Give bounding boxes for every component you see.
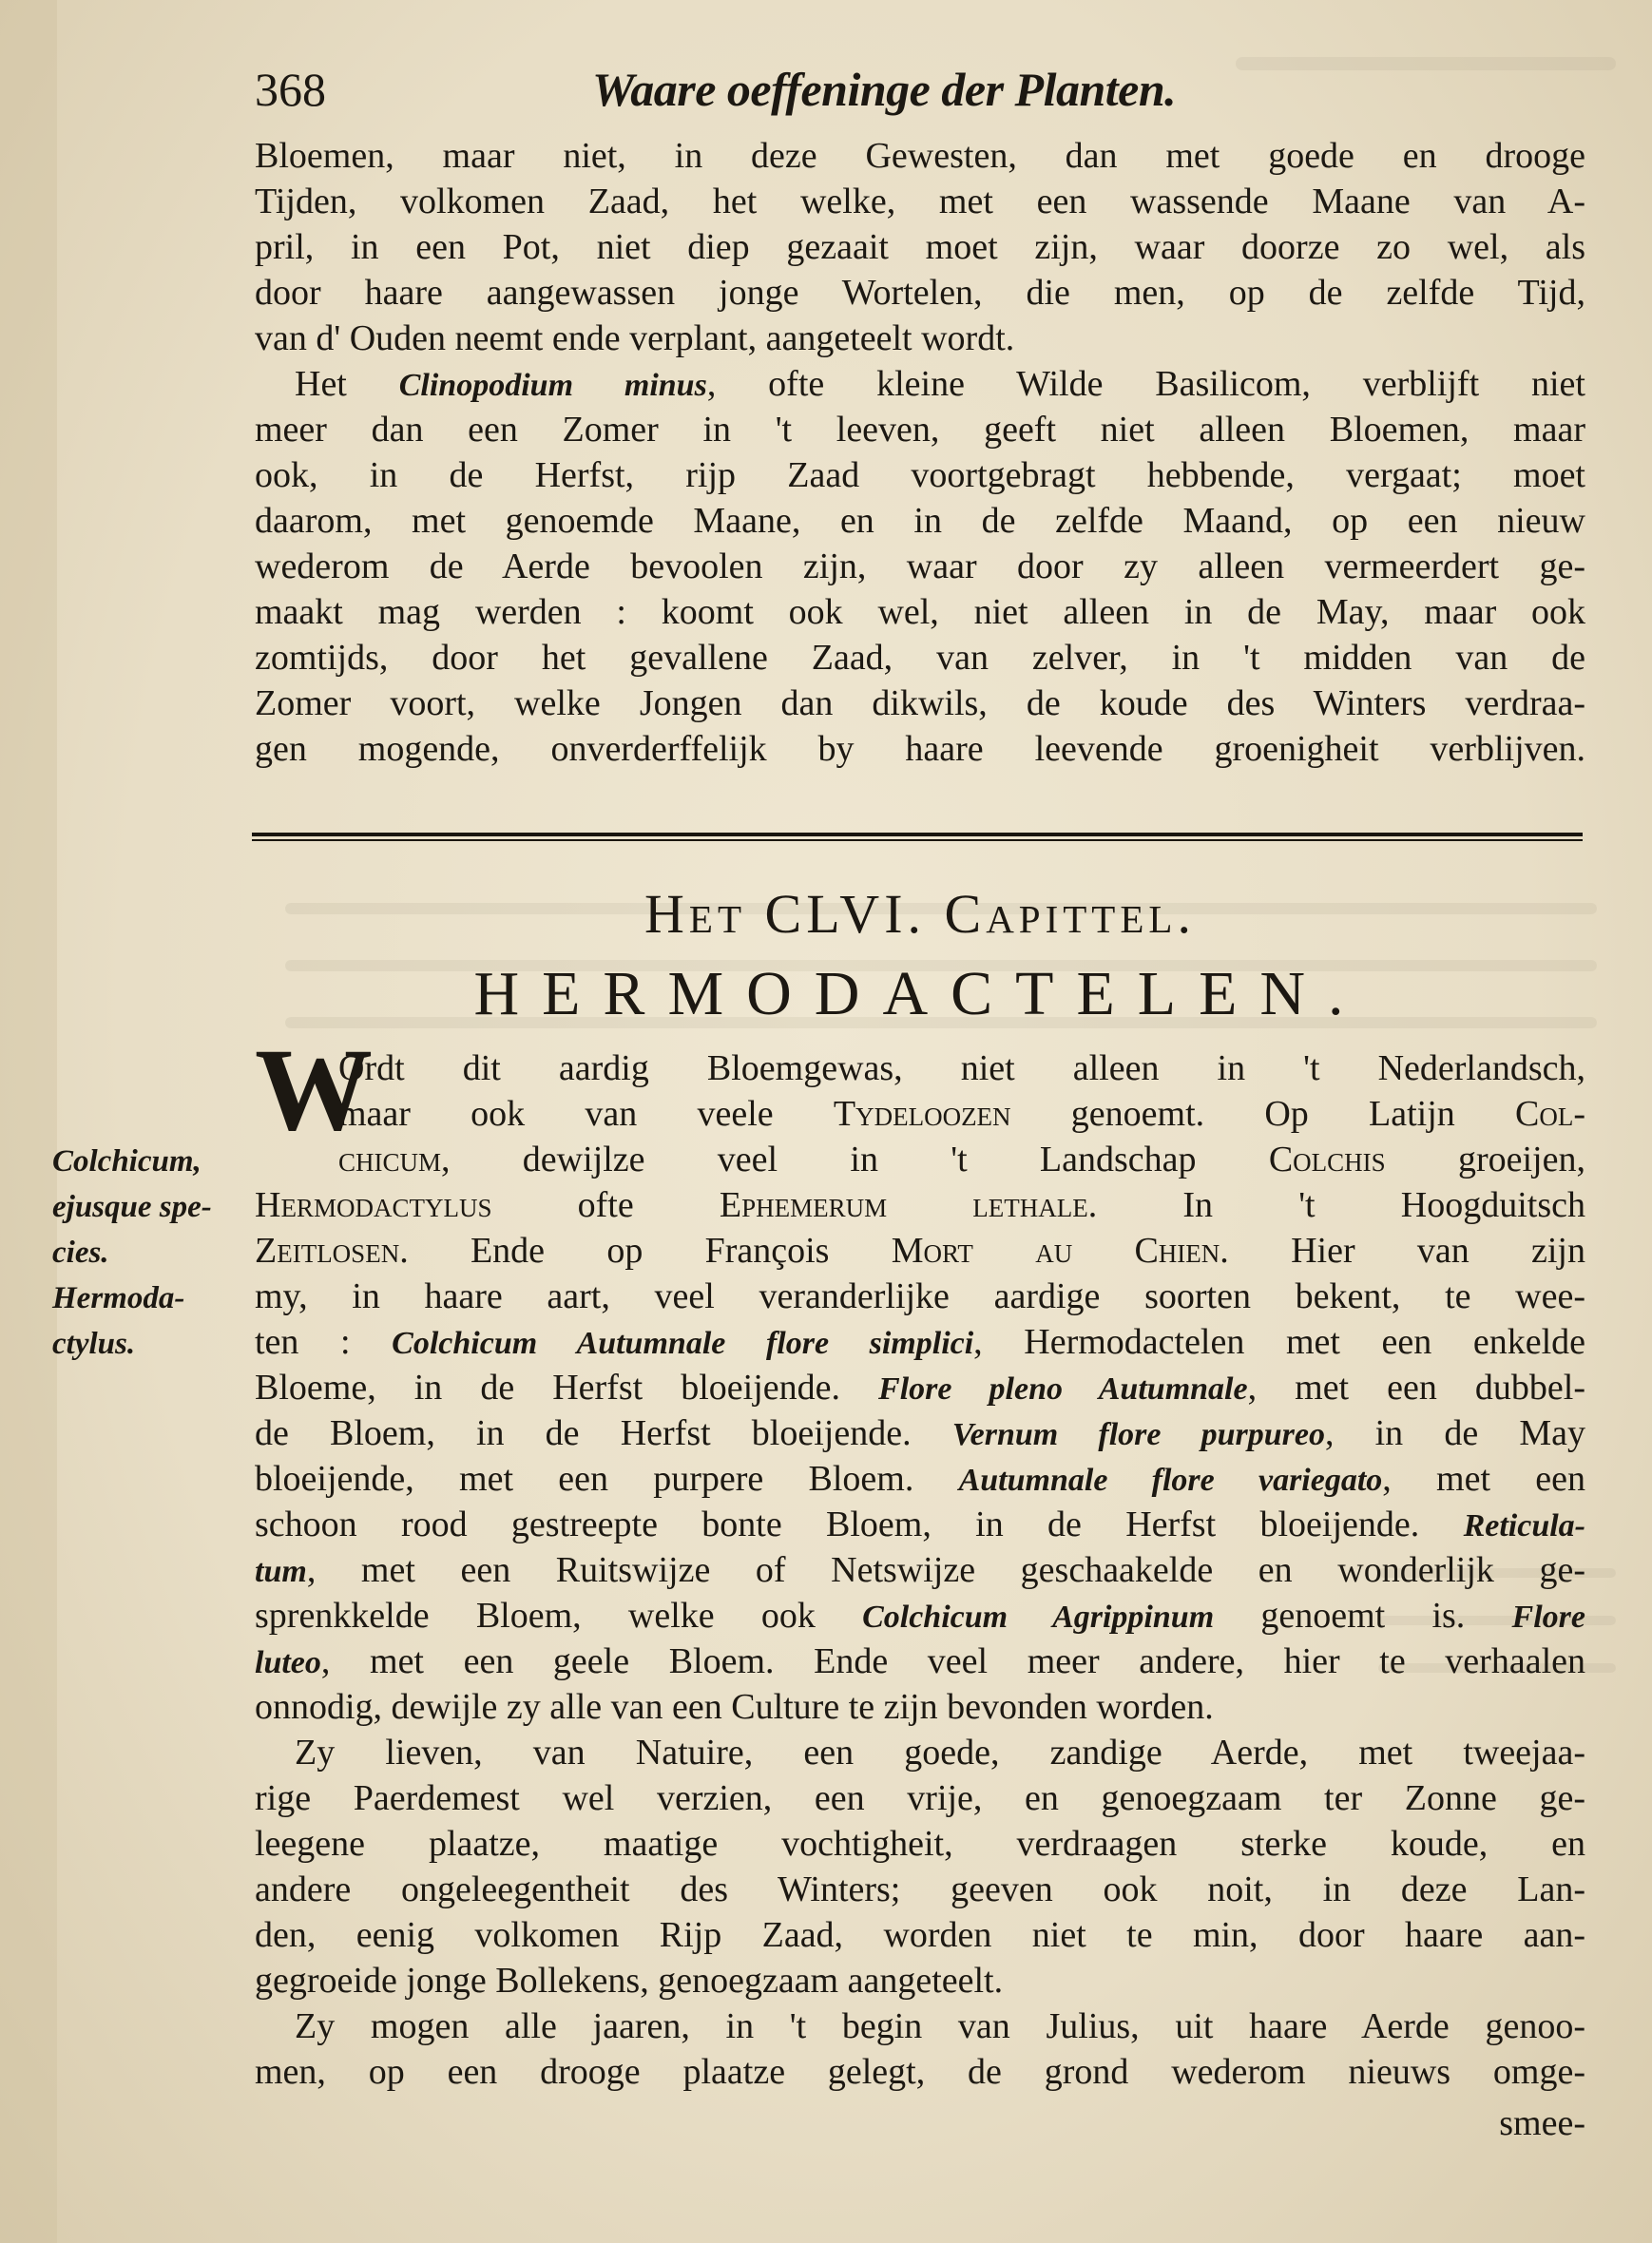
text-run: . Hier van zijn	[1220, 1231, 1585, 1271]
text-line: onnodig, dewijle zy alle van een Culture te zijn bevonden worden.	[255, 1687, 1214, 1727]
text-run: Zeitlosen	[255, 1231, 400, 1271]
latin-name: tum	[255, 1554, 307, 1589]
text-line: pril, in een Pot, niet diep gezaait moet zijn, waar doorze zo wel, als	[255, 227, 1585, 267]
text-line: Zy mogen alle jaaren, in 't begin van Julius, uit haare Aerde genoo-	[295, 2006, 1585, 2046]
latin-name: Colchicum Autumnale flore simplici	[392, 1326, 974, 1361]
text-run: . Ende op François	[399, 1231, 892, 1271]
text-line	[255, 1319, 1585, 1365]
text-run: , dewijlze veel in 't Landschap	[441, 1140, 1269, 1179]
text-line: rige Paerdemest wel verzien, een vrije, en genoegzaam ter Zonne ge-	[255, 1778, 1585, 1818]
text-run: Hermodactylus	[255, 1185, 492, 1225]
text-line: Zomer voort, welke Jongen dan dikwils, de koude des Winters verdraa-	[255, 683, 1585, 723]
text-line	[255, 1228, 1585, 1274]
text-run: , Hermodactelen met een enkelde	[973, 1322, 1585, 1362]
drop-cap: W	[255, 1025, 373, 1155]
latin-name: Clinopodium minus	[398, 368, 707, 403]
text-line: my, in haare aart, veel veranderlijke aardige soorten bekent, te wee-	[255, 1276, 1585, 1316]
text-line: ook, in de Herfst, rijp Zaad voortgebragt hebbende, vergaat; moet	[255, 455, 1585, 495]
text-line	[255, 1502, 1585, 1547]
text-run: genoemt is.	[1214, 1596, 1512, 1636]
text-line: door haare aangewassen jonge Wortelen, die men, op de zelfde Tijd,	[255, 273, 1585, 313]
text-line: gen mogende, onverderffelijk by haare leevende groenigheit verblijven.	[255, 729, 1585, 769]
text-line: men, op een drooge plaatze gelegt, de grond wederom nieuws omge-	[255, 2052, 1585, 2092]
page-number: 368	[255, 63, 326, 116]
text-run: bloeijende, met een purpere Bloem.	[255, 1459, 959, 1499]
section-b-body	[255, 1045, 1585, 2095]
latin-name: luteo	[255, 1645, 321, 1680]
latin-name: Reticula-	[1463, 1508, 1585, 1543]
text-line: leegene plaatze, maatige vochtigheit, verdraagen sterke koude, en	[255, 1824, 1585, 1864]
text-run: , ofte kleine Wilde Basilicom, verblijft niet	[706, 364, 1585, 404]
text-run: groeijen,	[1385, 1140, 1585, 1179]
margin-note-line: ejusque spe-	[52, 1190, 212, 1224]
text-run: , met een Ruitswijze of Netswijze geschaakelde en wonderlijk ge-	[306, 1550, 1585, 1590]
text-line	[255, 1365, 1585, 1410]
latin-name: Colchicum Agrippinum	[862, 1600, 1215, 1635]
text-line	[255, 361, 1585, 407]
text-line	[255, 1639, 1585, 1684]
latin-name: Flore	[1511, 1600, 1585, 1635]
section-divider	[252, 833, 1583, 844]
text-line: Bloemen, maar niet, in deze Gewesten, dan met goede en drooge	[255, 136, 1585, 176]
text-run: , met een dubbel-	[1247, 1368, 1585, 1408]
text-line	[255, 1137, 1585, 1182]
running-title: Waare oeffeninge der Planten.	[592, 63, 1177, 116]
text-run: Colchis	[1268, 1140, 1386, 1179]
text-run: , met een	[1382, 1459, 1585, 1499]
divider-thin	[252, 839, 1583, 841]
text-line	[255, 1410, 1585, 1456]
text-line: wederom de Aerde bevoolen zijn, waar door zy alleen vermeerdert ge-	[255, 546, 1585, 586]
text-run: Het	[295, 364, 399, 404]
text-line: gegroeide jonge Bollekens, genoegzaam aangeteelt.	[255, 1961, 1004, 2001]
text-line: Tijden, volkomen Zaad, het welke, met een wassende Maane van A-	[255, 182, 1585, 221]
text-line: Ordt dit aardig Bloemgewas, niet alleen in 't Nederlandsch,	[338, 1048, 1585, 1088]
text-line: maakt mag werden : koomt ook wel, niet alleen in de May, maar ook	[255, 592, 1585, 632]
margin-note-line: cies.	[52, 1236, 109, 1270]
margin-note	[52, 1139, 252, 1367]
catchword: smee-	[1499, 2103, 1585, 2143]
text-run: maar ook van veele	[338, 1094, 834, 1134]
text-line: van d' Ouden neemt ende verplant, aangeteelt wordt.	[255, 318, 1015, 358]
latin-name: Autumnale flore variegato	[958, 1463, 1383, 1498]
latin-name: Flore pleno Autumnale	[878, 1371, 1248, 1407]
text-line: meer dan een Zomer in 't leeven, geeft niet alleen Bloemen, maar	[255, 410, 1585, 450]
text-run: , in de May	[1324, 1413, 1585, 1453]
text-run: , met een geele Bloem. Ende veel meer andere, hier te verhaalen	[320, 1641, 1585, 1681]
text-line	[255, 1593, 1585, 1639]
text-run: sprenkkelde Bloem, welke ook	[255, 1596, 863, 1636]
divider-thick	[252, 833, 1583, 836]
text-line	[255, 1547, 1585, 1593]
text-run: Col-	[1515, 1094, 1586, 1134]
page-header	[255, 61, 1585, 118]
text-run: Tydeloozen	[833, 1094, 1011, 1134]
text-line: daarom, met genoemde Maane, en in de zelfde Maand, op een nieuw	[255, 501, 1585, 541]
chapter-subtitle: HERMODACTELEN.	[473, 959, 1367, 1028]
text-line	[255, 1182, 1585, 1228]
text-run: Ephemerum lethale	[719, 1185, 1088, 1225]
text-run: chicum	[338, 1140, 442, 1179]
text-run: schoon rood gestreepte bonte Bloem, in de Herfst bloeijende.	[255, 1505, 1464, 1544]
section-a	[255, 133, 1585, 772]
text-run: ten :	[255, 1322, 393, 1362]
text-line: zomtijds, door het gevallene Zaad, van zelver, in 't midden van de	[255, 638, 1585, 678]
text-line: andere ongeleegentheit des Winters; geeven ook noit, in deze Lan-	[255, 1869, 1585, 1909]
text-run: . In 't Hoogduitsch	[1087, 1185, 1585, 1225]
text-run: de Bloem, in de Herfst bloeijende.	[255, 1413, 952, 1453]
text-line: Zy lieven, van Natuire, een goede, zandige Aerde, met tweejaa-	[295, 1733, 1585, 1773]
latin-name: Vernum flore purpureo	[951, 1417, 1325, 1452]
text-run: Bloeme, in de Herfst bloeijende.	[255, 1368, 879, 1408]
text-line: den, eenig volkomen Rijp Zaad, worden niet te min, door haare aan-	[255, 1915, 1585, 1955]
margin-note-line: Hermoda-	[52, 1281, 185, 1315]
text-run: ofte	[491, 1185, 720, 1225]
margin-note-line: Colchicum,	[52, 1144, 202, 1179]
text-run: genoemt. Op Latijn	[1010, 1094, 1516, 1134]
margin-note-line: ctylus.	[52, 1327, 136, 1361]
chapter-title: Het CLVI. Capittel.	[644, 883, 1196, 945]
text-line	[255, 1091, 1585, 1137]
text-line	[255, 1456, 1585, 1502]
text-run: Mort au Chien	[891, 1231, 1220, 1271]
